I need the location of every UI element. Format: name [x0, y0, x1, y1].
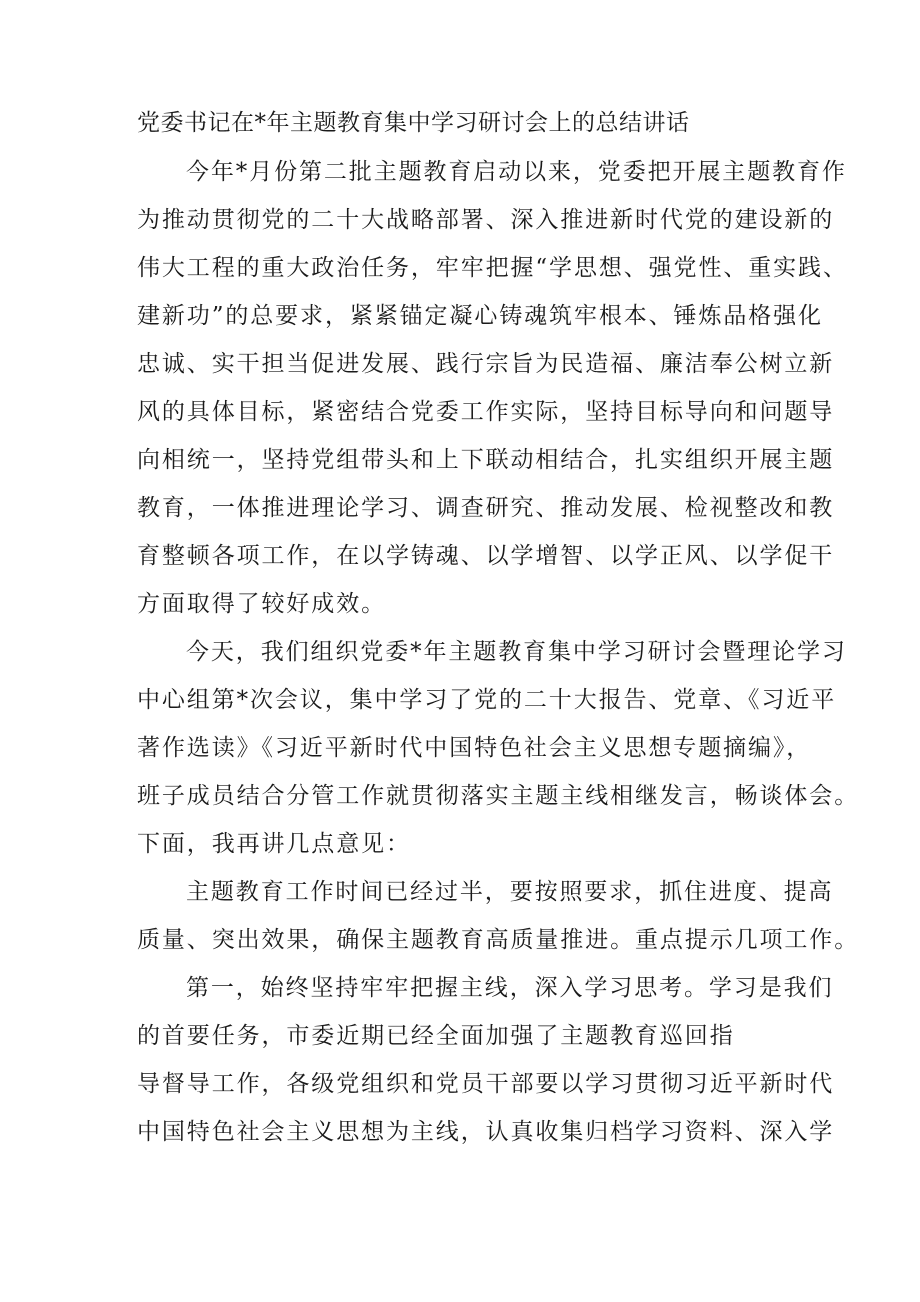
- paragraph-line: 中国特色社会主义思想为主线，认真收集归档学习资料、深入学: [137, 1119, 835, 1145]
- paragraph-line: 方面取得了较好成效。: [137, 591, 386, 617]
- paragraph-line: 建新功”的总要求，紧紧锚定凝心铸魂筑牢根本、锤炼品格强化: [137, 303, 823, 329]
- paragraph-line: 忠诚、实干担当促进发展、践行宗旨为民造福、廉洁奉公树立新: [137, 351, 835, 377]
- paragraph-line: 的首要任务，市委近期已经全面加强了主题教育巡回指: [137, 1023, 735, 1049]
- paragraph-line: 今年*月份第二批主题教育启动以来，党委把开展主题教育作: [186, 159, 847, 185]
- paragraph-line: 导督导工作，各级党组织和党员干部要以学习贯彻习近平新时代: [137, 1071, 835, 1097]
- paragraph-line: 班子成员结合分管工作就贯彻落实主题主线相继发言，畅谈体会。: [137, 783, 860, 809]
- paragraph-line: 下面，我再讲几点意见：: [137, 831, 411, 857]
- paragraph-line: 伟大工程的重大政治任务，牢牢把握“学思想、强党性、重实践、: [137, 255, 848, 281]
- paragraph-line: 风的具体目标，紧密结合党委工作实际，坚持目标导向和问题导: [137, 399, 835, 425]
- document-title: 党委书记在*年主题教育集中学习研讨会上的总结讲话: [137, 110, 690, 136]
- paragraph-line: 教育，一体推进理论学习、调查研究、推动发展、检视整改和教: [137, 495, 835, 521]
- paragraph-line: 向相统一，坚持党组带头和上下联动相结合，扎实组织开展主题: [137, 447, 835, 473]
- paragraph-line: 今天，我们组织党委*年主题教育集中学习研讨会暨理论学习: [186, 639, 847, 665]
- paragraph-line: 为推动贯彻党的二十大战略部署、深入推进新时代党的建设新的: [137, 207, 835, 233]
- paragraph-line: 第一，始终坚持牢牢把握主线，深入学习思考。学习是我们: [186, 975, 834, 1001]
- paragraph-line: 中心组第*次会议，集中学习了党的二十大报告、党章、《习近平: [137, 687, 837, 713]
- paragraph-line: 著作选读》《习近平新时代中国特色社会主义思想专题摘编》，: [137, 735, 812, 761]
- paragraph-line: 育整顿各项工作，在以学铸魂、以学增智、以学正风、以学促干: [137, 543, 835, 569]
- paragraph-line: 主题教育工作时间已经过半，要按照要求，抓住进度、提高: [186, 879, 834, 905]
- paragraph-line: 质量、突出效果，确保主题教育高质量推进。重点提示几项工作。: [137, 927, 860, 953]
